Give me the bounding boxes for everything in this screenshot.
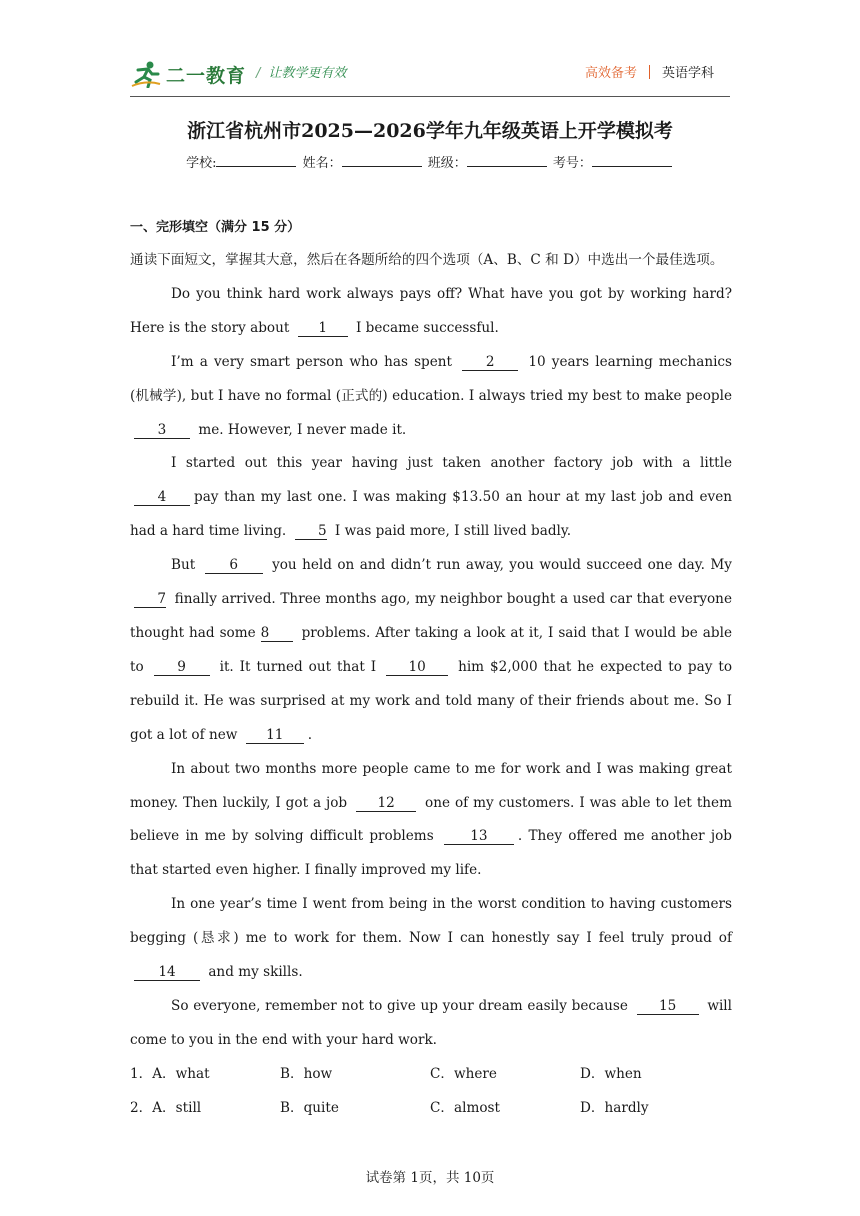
header-divider [649, 65, 650, 79]
passage-paragraph [130, 346, 732, 448]
header-rule [130, 96, 730, 97]
text-segment: I became successful. [355, 319, 499, 336]
blank-1: 1 [298, 320, 348, 337]
passage-paragraph [130, 549, 732, 752]
text-segment: will come to you in the end with your hard work. [130, 997, 732, 1048]
name-field[interactable] [342, 154, 422, 167]
blank-4: 4 [134, 489, 190, 506]
option-c[interactable]: C．almost [430, 1099, 500, 1116]
slogan-text: 让教学更有效 [268, 66, 347, 81]
text-segment: him $2,000 that he expected to pay to rebuild it. He was surprised at my work and told many of their friends about me. So I got a lot of new [130, 658, 733, 743]
text-segment: problems. After taking a look at it, I said that I would be able to [130, 624, 733, 675]
text-segment: I was paid more, I still lived badly. [334, 523, 572, 540]
option-a[interactable]: 2．A．still [130, 1099, 202, 1116]
blank-11: 11 [246, 727, 304, 744]
text-segment: finally arrived. Three months ago, my neighbor bought a used car that everyone thought had some [130, 591, 732, 641]
text-segment: me. However, I never made it. [198, 421, 407, 438]
text-segment: In one year’s time I went from being in the worst condition to having customers begging (恳求) me to work for them. Now I can honestly say I feel truly proud of [130, 896, 732, 947]
blank-6: 6 [205, 557, 263, 574]
passage-paragraph [130, 990, 732, 1058]
slogan: / 让教学更有效 [256, 66, 347, 81]
header-tag-exam-prep: 高效备考 [584, 66, 637, 81]
text-segment: one of my customers. I was able to let them believe in me by solving difficult problems [130, 794, 732, 845]
exam-content [130, 218, 732, 1126]
text-segment: . They offered me another job that started even higher. I finally improved my life. [130, 828, 732, 879]
exam-no-field[interactable] [592, 154, 672, 167]
option-c[interactable]: C．where [430, 1065, 497, 1082]
text-segment: I started out this year having just taken another factory job with a little [171, 455, 732, 472]
option-a[interactable]: 1．A．what [130, 1065, 210, 1082]
page-header [130, 56, 730, 96]
option-b[interactable]: B．how [280, 1065, 333, 1082]
logo-text: 二一教育 [166, 64, 247, 87]
blank-15: 15 [637, 998, 699, 1015]
section-heading: 一、完形填空（满分 15 分） [130, 220, 301, 235]
blank-3: 3 [134, 422, 190, 439]
passage-paragraph [130, 278, 732, 346]
school-field[interactable] [216, 154, 296, 167]
page-footer: 试卷第 1页，共 10页 [365, 1170, 495, 1186]
instruction: 通读下面短文，掌握其大意，然后在各题所给的四个选项（A、B、C 和 D）中选出一个最佳选项。 [130, 252, 724, 268]
option-d[interactable]: D．when [580, 1065, 642, 1082]
blank-8: 8 [261, 625, 293, 642]
class-field[interactable] [467, 154, 547, 167]
text-segment: it. It turned out that I [219, 658, 377, 675]
blank-10: 10 [386, 659, 448, 676]
passage-paragraph [130, 753, 732, 889]
exam-no-label: 考号： [552, 156, 592, 171]
passage-paragraph [130, 888, 732, 990]
student-info-line [0, 152, 860, 171]
question-options-row [130, 1058, 732, 1092]
blank-5: 5 [295, 523, 327, 540]
blank-13: 13 [444, 828, 514, 845]
text-segment: Do you think hard work always pays off? What have you got by working hard? Here is the story about [130, 285, 732, 336]
text-segment: . [307, 726, 313, 743]
blank-9: 9 [154, 659, 210, 676]
name-label: 姓名： [302, 156, 342, 171]
blank-7: 7 [134, 591, 166, 608]
text-segment: and my skills. [208, 964, 303, 981]
text-segment: you held on and didn’t run away, you would succeed one day. My [272, 557, 732, 574]
text-segment: pay than my last one. I was making $13.50 an hour at my last job and even had a hard time living. [130, 489, 732, 540]
text-segment: So everyone, remember not to give up your dream easily because [171, 997, 628, 1014]
option-d[interactable]: D．hardly [580, 1099, 649, 1116]
header-right [585, 62, 714, 81]
page-title: 浙江省杭州市2025—2026学年九年级英语上开学模拟考 [187, 120, 673, 142]
blank-12: 12 [356, 795, 416, 812]
question-options-row [130, 1092, 732, 1126]
header-tag-subject: 英语学科 [661, 66, 714, 81]
runner-logo-icon [130, 60, 162, 88]
text-segment: But [171, 557, 196, 574]
blank-14: 14 [134, 964, 200, 981]
class-label: 班级： [427, 156, 467, 171]
school-label: 学校: [186, 156, 217, 171]
blank-2: 2 [462, 354, 518, 371]
text-segment: 10 years learning mechanics (机械学), but I have no formal (正式的) education. I always tried my best to make people [130, 353, 733, 404]
text-segment: In about two months more people came to me for work and I was making great money. Then luckily, I got a job [130, 760, 732, 811]
option-b[interactable]: B．quite [280, 1099, 339, 1116]
text-segment: I’m a very smart person who has spent [171, 353, 453, 370]
passage-paragraph [130, 447, 732, 549]
logo [130, 60, 246, 88]
